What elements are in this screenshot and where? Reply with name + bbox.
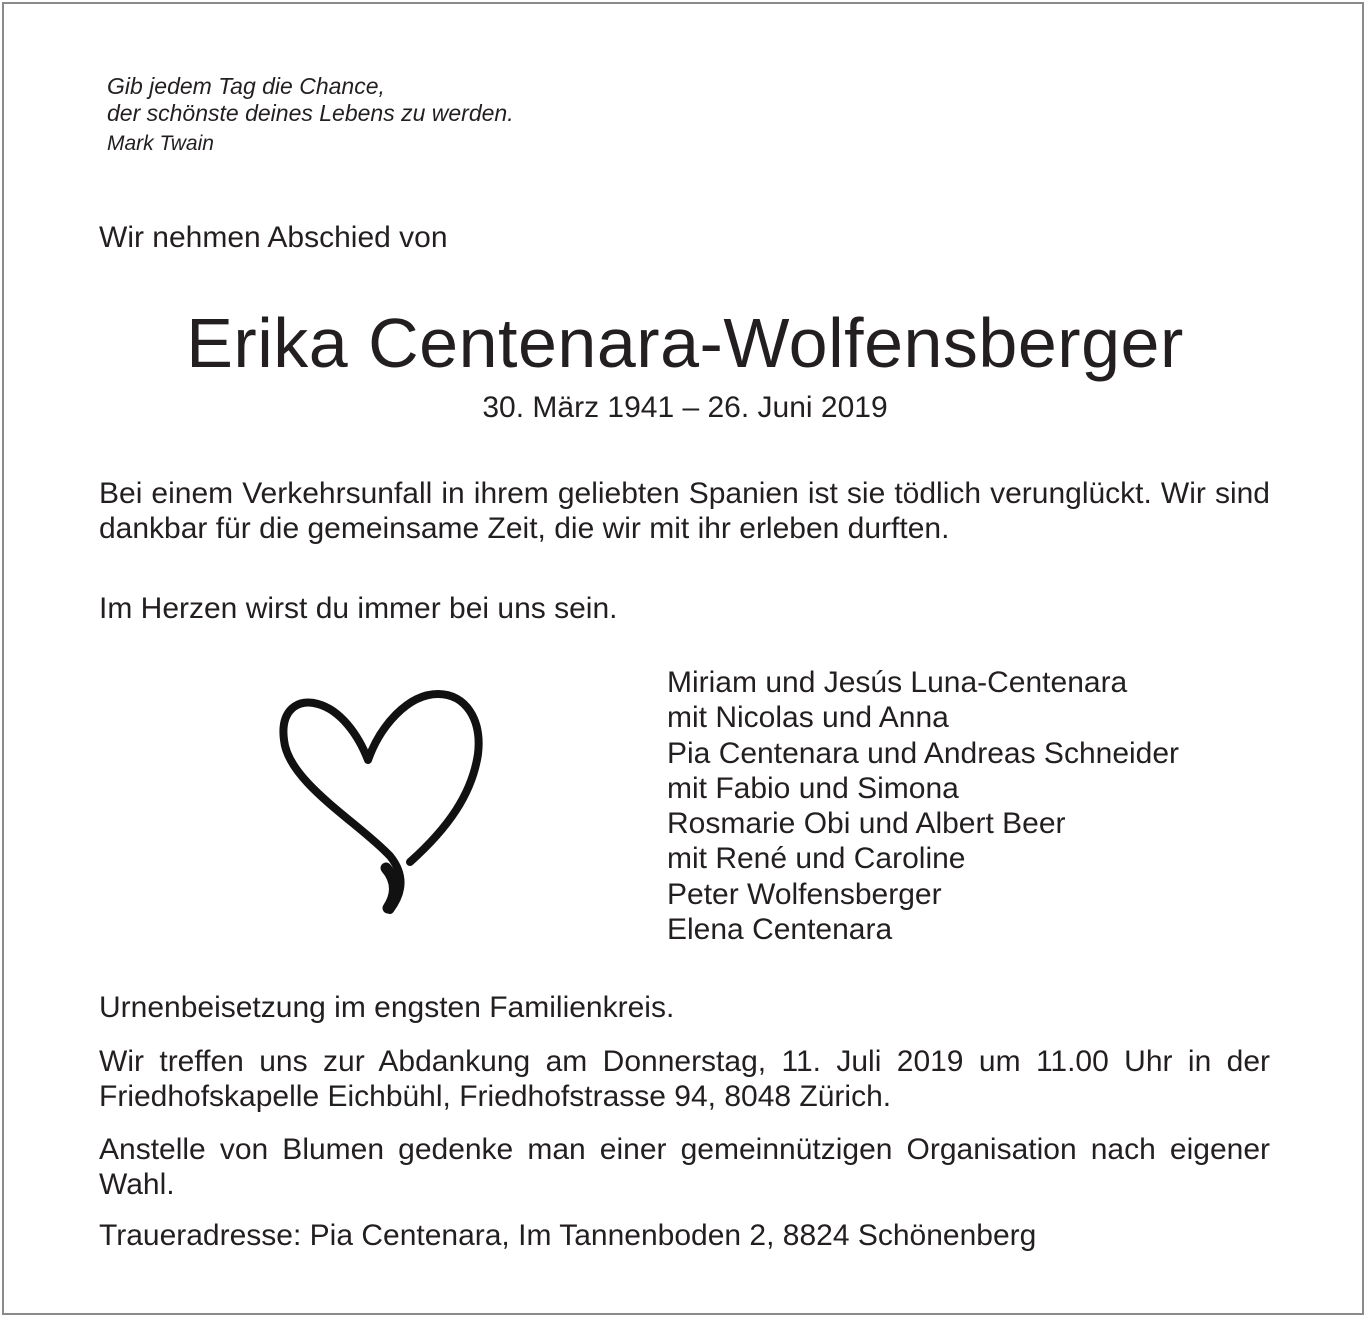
mourner-line: Miriam und Jesús Luna-Centenara [667, 666, 1128, 699]
mourner-line: mit Fabio und Simona [667, 771, 959, 805]
mourner-line: Peter Wolfensberger [667, 877, 942, 911]
mourning-address: Traueradresse: Pia Centenara, Im Tannenboden 2, 8824 Schönenberg [99, 1219, 1037, 1252]
quote-line-1: Gib jedem Tag die Chance, [107, 73, 385, 99]
flowers-notice: Anstelle von Blumen gedenke man einer gemeinnützigen Organisation nach eigener Wahl. [99, 1133, 1270, 1201]
life-dates: 30. März 1941 – 26. Juni 2019 [482, 391, 888, 424]
mourner-line: Rosmarie Obi und Albert Beer [667, 807, 1066, 841]
mourners-list [667, 665, 1179, 947]
message-closing: Im Herzen wirst du immer bei uns sein. [99, 592, 618, 625]
heart-icon [270, 682, 500, 917]
quote-line-2: der schönste deines Lebens zu werden. [107, 100, 514, 126]
obituary-frame [2, 2, 1364, 1315]
deceased-name: Erika Centenara-Wolfensberger [186, 304, 1184, 382]
mourner-line: mit René und Caroline [667, 842, 966, 876]
quote-author: Mark Twain [107, 132, 214, 155]
message-paragraph: Bei einem Verkehrsunfall in ihrem geliebten Spanien ist sie tödlich verunglückt. Wir sind dankbar für die gemeinsame Zeit, die wir mit ihr erleben durften. [99, 477, 1270, 545]
mourner-line: Pia Centenara und Andreas Schneider [667, 736, 1180, 770]
intro-text: Wir nehmen Abschied von [99, 221, 448, 254]
mourner-line: mit Nicolas und Anna [667, 701, 949, 735]
burial-notice: Urnenbeisetzung im engsten Familienkreis. [99, 991, 675, 1024]
mourner-line: Elena Centenara [667, 913, 893, 947]
ceremony-notice: Wir treffen uns zur Abdankung am Donnerstag, 11. Juli 2019 um 11.00 Uhr in der Friedhofskapelle Eichbühl, Friedhofstrasse 94, 8048 Zürich. [99, 1045, 1270, 1113]
